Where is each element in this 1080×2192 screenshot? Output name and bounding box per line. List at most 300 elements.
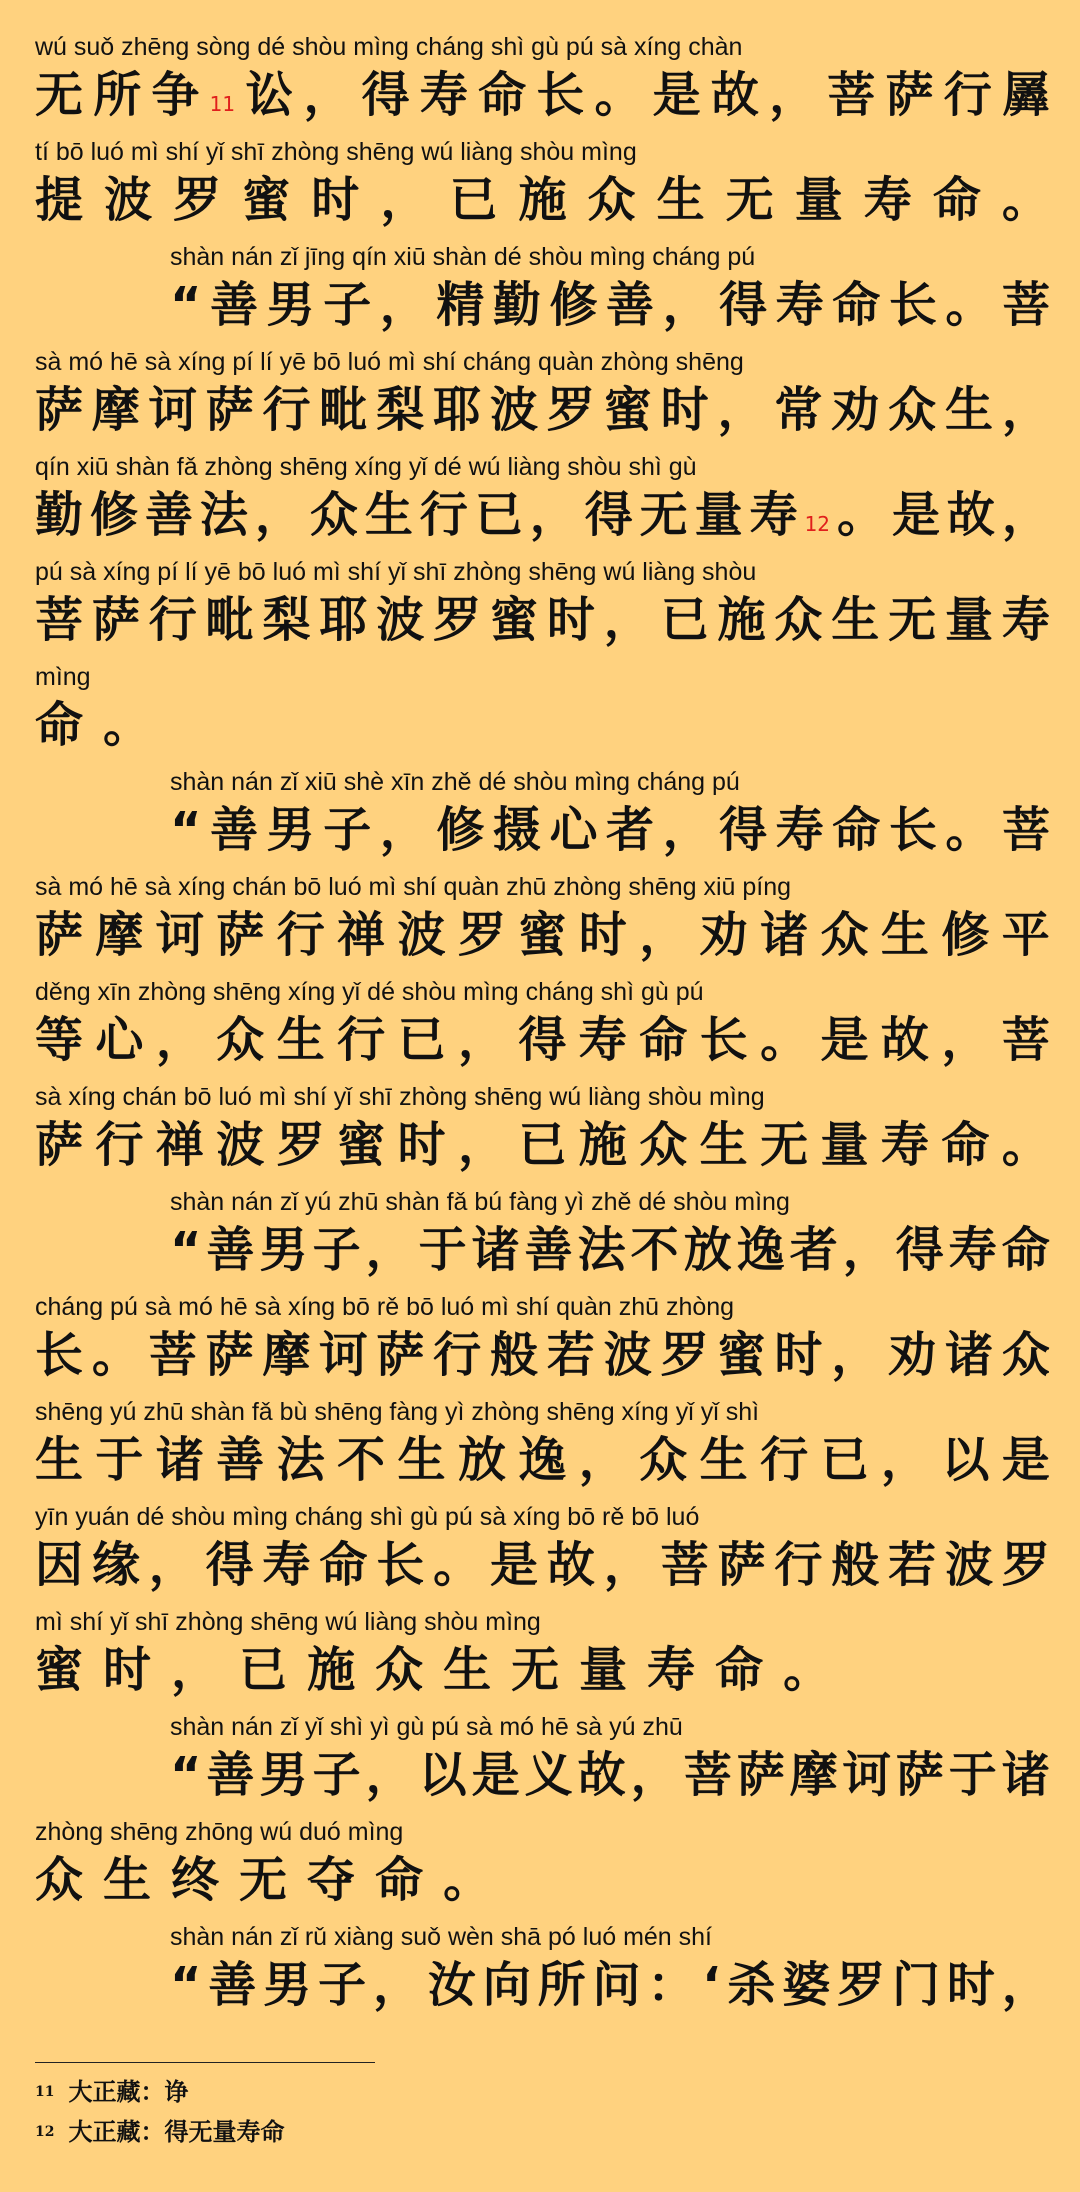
hanzi-text bbox=[35, 696, 1050, 754]
hanzi-char: 蜜 bbox=[717, 1327, 766, 1383]
hanzi-char: 修 bbox=[89, 487, 138, 543]
hanzi-char: 寿 bbox=[880, 1117, 929, 1173]
hanzi-char: 寿 bbox=[647, 1642, 696, 1698]
hanzi-char: ‘ bbox=[702, 1957, 721, 2013]
hanzi-char: 劝 bbox=[888, 1327, 937, 1383]
hanzi-char: ， bbox=[603, 1537, 652, 1593]
hanzi-char: 得 bbox=[584, 487, 633, 543]
hanzi-char: 萨 bbox=[35, 382, 84, 438]
hanzi-char: 。 bbox=[1001, 172, 1050, 228]
hanzi-char: 。 bbox=[945, 802, 994, 858]
hanzi-char: 萨 bbox=[205, 1327, 254, 1383]
hanzi-char: ， bbox=[457, 1012, 506, 1068]
text-line bbox=[170, 1185, 1050, 1281]
hanzi-char: 生 bbox=[699, 1432, 748, 1488]
hanzi-char: 毗 bbox=[205, 592, 254, 648]
hanzi-char: 汝 bbox=[427, 1957, 476, 2013]
hanzi-char: 得 bbox=[361, 67, 410, 123]
hanzi-char: 罗 bbox=[546, 382, 595, 438]
hanzi-char: 修 bbox=[549, 277, 598, 333]
text-line bbox=[35, 1080, 1050, 1176]
hanzi-char: 诃 bbox=[842, 1747, 891, 1803]
text-line bbox=[35, 555, 1050, 651]
hanzi-char: 所 bbox=[93, 67, 142, 123]
hanzi-char: “ bbox=[170, 277, 202, 333]
hanzi-char: 法 bbox=[577, 1222, 626, 1278]
hanzi-char: 善 bbox=[208, 1957, 257, 2013]
text-line bbox=[35, 1500, 1050, 1596]
hanzi-char: 众 bbox=[375, 1642, 424, 1698]
hanzi-char: 杀 bbox=[727, 1957, 776, 2013]
hanzi-char: ， bbox=[578, 1432, 627, 1488]
hanzi-char: 诸 bbox=[471, 1222, 520, 1278]
hanzi-char: 命 bbox=[478, 67, 527, 123]
hanzi-char: 众 bbox=[1001, 1327, 1050, 1383]
hanzi-char: 男 bbox=[266, 277, 315, 333]
hanzi-char: 命 bbox=[375, 1852, 424, 1908]
hanzi-char: 菩 bbox=[827, 67, 876, 123]
hanzi-text bbox=[35, 1641, 1050, 1699]
hanzi-char: 子 bbox=[312, 1222, 361, 1278]
text-line bbox=[170, 1920, 1050, 2016]
hanzi-char: 生 bbox=[880, 907, 929, 963]
hanzi-char: ， bbox=[303, 67, 352, 123]
hanzi-char: 众 bbox=[587, 172, 636, 228]
hanzi-char: 心 bbox=[95, 1012, 144, 1068]
hanzi-char: 生 bbox=[276, 1012, 325, 1068]
hanzi-char: 劝 bbox=[699, 907, 748, 963]
hanzi-char: 命 bbox=[932, 172, 981, 228]
hanzi-char: 时 bbox=[546, 592, 595, 648]
hanzi-char: 法 bbox=[199, 487, 248, 543]
hanzi-char: 已 bbox=[820, 1432, 869, 1488]
hanzi-char: 行 bbox=[148, 592, 197, 648]
hanzi-text bbox=[170, 1221, 1050, 1279]
hanzi-char: 罗 bbox=[433, 592, 482, 648]
hanzi-char: 诃 bbox=[148, 382, 197, 438]
pinyin-annotation: shàn nán zǐ jīng qín xiū shàn dé shòu mìng cháng pú bbox=[170, 243, 756, 271]
text-line bbox=[35, 345, 1050, 441]
hanzi-char: 命 bbox=[832, 277, 881, 333]
hanzi-char: 萨 bbox=[91, 592, 140, 648]
hanzi-char: 萨 bbox=[216, 907, 265, 963]
hanzi-char: 耶 bbox=[433, 382, 482, 438]
hanzi-char: 生 bbox=[945, 382, 994, 438]
hanzi-char: 子 bbox=[323, 802, 372, 858]
hanzi-char: 修 bbox=[436, 802, 485, 858]
hanzi-char: 逸 bbox=[736, 1222, 785, 1278]
hanzi-char: 放 bbox=[457, 1432, 506, 1488]
hanzi-char: 罗 bbox=[457, 907, 506, 963]
hanzi-text bbox=[35, 486, 1050, 544]
hanzi-char: 勤 bbox=[492, 277, 541, 333]
hanzi-char: 婆 bbox=[782, 1957, 831, 2013]
hanzi-char: 夺 bbox=[307, 1852, 356, 1908]
text-line bbox=[170, 1710, 1050, 1806]
hanzi-char: ， bbox=[662, 277, 711, 333]
pinyin-annotation: shàn nán zǐ yú zhū shàn fǎ bú fàng yì zhě dé shòu mìng bbox=[170, 1188, 790, 1216]
hanzi-char: 常 bbox=[774, 382, 823, 438]
hanzi-char: “ bbox=[170, 1957, 202, 2013]
footnote-number: 11 bbox=[35, 2084, 55, 2100]
hanzi-char: 男 bbox=[259, 1747, 308, 1803]
hanzi-char: 众 bbox=[35, 1852, 84, 1908]
hanzi-char: ， bbox=[529, 487, 578, 543]
hanzi-char: 问 bbox=[592, 1957, 641, 2013]
hanzi-char: 禅 bbox=[155, 1117, 204, 1173]
hanzi-char: 故 bbox=[710, 67, 759, 123]
hanzi-char: 波 bbox=[104, 172, 153, 228]
hanzi-char: 菩 bbox=[148, 1327, 197, 1383]
hanzi-char: 命 bbox=[35, 697, 84, 753]
hanzi-char: 波 bbox=[397, 907, 446, 963]
footnote-text: 大正藏：诤 bbox=[68, 2077, 189, 2106]
hanzi-char: 量 bbox=[694, 487, 743, 543]
hanzi-char: 提 bbox=[35, 172, 84, 228]
hanzi-char: 。 bbox=[783, 1642, 832, 1698]
hanzi-char: 摩 bbox=[91, 382, 140, 438]
hanzi-char: 无 bbox=[639, 487, 688, 543]
hanzi-char: 罗 bbox=[837, 1957, 886, 2013]
footnote-number: 12 bbox=[35, 2124, 55, 2140]
hanzi-char: 般 bbox=[490, 1327, 539, 1383]
hanzi-char: 生 bbox=[443, 1642, 492, 1698]
hanzi-char: 量 bbox=[579, 1642, 628, 1698]
hanzi-char: 行 bbox=[774, 1537, 823, 1593]
hanzi-char: 子 bbox=[312, 1747, 361, 1803]
hanzi-char: 众 bbox=[309, 487, 358, 543]
hanzi-char: 行 bbox=[433, 1327, 482, 1383]
hanzi-char: 菩 bbox=[35, 592, 84, 648]
hanzi-char: 施 bbox=[717, 592, 766, 648]
hanzi-char: 男 bbox=[259, 1222, 308, 1278]
hanzi-char: 行 bbox=[760, 1432, 809, 1488]
hanzi-char: 波 bbox=[945, 1537, 994, 1593]
hanzi-char: 是 bbox=[1001, 1432, 1050, 1488]
hanzi-char: 诸 bbox=[155, 1432, 204, 1488]
hanzi-char: 行 bbox=[95, 1117, 144, 1173]
hanzi-char: 罗 bbox=[1001, 1537, 1050, 1593]
hanzi-char: 摩 bbox=[262, 1327, 311, 1383]
hanzi-char: 善 bbox=[606, 277, 655, 333]
hanzi-char: ， bbox=[148, 1537, 197, 1593]
hanzi-char: 无 bbox=[239, 1852, 288, 1908]
hanzi-char: 男 bbox=[266, 802, 315, 858]
hanzi-char: 义 bbox=[524, 1747, 573, 1803]
hanzi-char: 平 bbox=[1001, 907, 1050, 963]
hanzi-char: ， bbox=[662, 802, 711, 858]
pinyin-annotation: pú sà xíng pí lí yē bō luó mì shí yǐ shī zhòng shēng wú liàng shòu bbox=[35, 558, 757, 586]
hanzi-char: 无 bbox=[760, 1117, 809, 1173]
hanzi-text bbox=[170, 1956, 1050, 2014]
hanzi-char: 是 bbox=[820, 1012, 869, 1068]
hanzi-char: 故 bbox=[577, 1747, 626, 1803]
hanzi-char: 命 bbox=[319, 1537, 368, 1593]
hanzi-char: 萨 bbox=[885, 67, 934, 123]
hanzi-char: 善 bbox=[144, 487, 193, 543]
hanzi-char: 蜜 bbox=[242, 172, 291, 228]
hanzi-char: 生 bbox=[831, 592, 880, 648]
hanzi-char: 毗 bbox=[319, 382, 368, 438]
hanzi-char: 罗 bbox=[173, 172, 222, 228]
hanzi-char: 寿 bbox=[948, 1222, 997, 1278]
hanzi-char: 故 bbox=[546, 1537, 595, 1593]
hanzi-char: 是 bbox=[652, 67, 701, 123]
hanzi-char: 子 bbox=[318, 1957, 367, 2013]
hanzi-char: 故 bbox=[880, 1012, 929, 1068]
hanzi-char: 蜜 bbox=[518, 907, 567, 963]
hanzi-char: 善 bbox=[206, 1222, 255, 1278]
hanzi-char: 蜜 bbox=[603, 382, 652, 438]
hanzi-char: 施 bbox=[307, 1642, 356, 1698]
hanzi-char: 讼 bbox=[245, 67, 294, 123]
hanzi-char: 已 bbox=[239, 1642, 288, 1698]
hanzi-char: ， bbox=[1001, 487, 1050, 543]
hanzi-char: 时 bbox=[103, 1642, 152, 1698]
pinyin-annotation: sà mó hē sà xíng chán bō luó mì shí quàn zhū zhòng shēng xiū píng bbox=[35, 873, 792, 901]
hanzi-char: 行 bbox=[262, 382, 311, 438]
hanzi-char: 。 bbox=[443, 1852, 492, 1908]
hanzi-char: 争 bbox=[151, 67, 200, 123]
hanzi-char: ， bbox=[717, 382, 766, 438]
text-line bbox=[35, 1605, 1050, 1701]
footnote bbox=[35, 2075, 188, 2109]
hanzi-char: 命 bbox=[715, 1642, 764, 1698]
text-line bbox=[35, 30, 1050, 126]
hanzi-char: 萨 bbox=[205, 382, 254, 438]
pinyin-annotation: děng xīn zhòng shēng xíng yǐ dé shòu mìng cháng shì gù pú bbox=[35, 978, 704, 1006]
hanzi-char: ， bbox=[380, 172, 429, 228]
hanzi-char: 放 bbox=[683, 1222, 732, 1278]
hanzi-char: 时 bbox=[946, 1957, 995, 2013]
hanzi-char: ， bbox=[457, 1117, 506, 1173]
hanzi-char: 寿 bbox=[863, 172, 912, 228]
text-line bbox=[35, 135, 1050, 231]
text-line bbox=[170, 240, 1050, 336]
hanzi-char: 。 bbox=[1001, 1117, 1050, 1173]
hanzi-char: ， bbox=[1001, 1957, 1050, 2013]
hanzi-char: 得 bbox=[518, 1012, 567, 1068]
hanzi-char: 波 bbox=[603, 1327, 652, 1383]
hanzi-char: 蜜 bbox=[35, 1642, 84, 1698]
hanzi-text bbox=[35, 591, 1050, 649]
hanzi-char: 终 bbox=[171, 1852, 220, 1908]
text-line bbox=[35, 975, 1050, 1071]
hanzi-char: 罗 bbox=[276, 1117, 325, 1173]
hanzi-char: 寿 bbox=[749, 487, 798, 543]
hanzi-char: 摄 bbox=[492, 802, 541, 858]
hanzi-char: 命 bbox=[941, 1117, 990, 1173]
hanzi-char: 故 bbox=[946, 487, 995, 543]
hanzi-char: ， bbox=[639, 907, 688, 963]
hanzi-char: 萨 bbox=[895, 1747, 944, 1803]
hanzi-char: ， bbox=[831, 1327, 880, 1383]
hanzi-char: 诃 bbox=[319, 1327, 368, 1383]
hanzi-char: 蜜 bbox=[337, 1117, 386, 1173]
hanzi-text bbox=[35, 1851, 1050, 1909]
hanzi-char: 般 bbox=[831, 1537, 880, 1593]
hanzi-char: 。 bbox=[836, 487, 885, 543]
hanzi-char: 诃 bbox=[155, 907, 204, 963]
hanzi-text bbox=[35, 906, 1050, 964]
hanzi-char: 寿 bbox=[578, 1012, 627, 1068]
hanzi-char: 者 bbox=[789, 1222, 838, 1278]
pinyin-annotation: wú suǒ zhēng sòng dé shòu mìng cháng shì gù pú sà xíng chàn bbox=[35, 33, 743, 61]
hanzi-char: “ bbox=[170, 1747, 202, 1803]
hanzi-char: 若 bbox=[888, 1537, 937, 1593]
pinyin-annotation: sà xíng chán bō luó mì shí yǐ shī zhòng shēng wú liàng shòu mìng bbox=[35, 1083, 765, 1111]
hanzi-char: ， bbox=[603, 592, 652, 648]
hanzi-char: 劝 bbox=[831, 382, 880, 438]
text-line bbox=[35, 450, 1050, 546]
hanzi-char: 因 bbox=[35, 1537, 84, 1593]
hanzi-char: 若 bbox=[546, 1327, 595, 1383]
pinyin-annotation: zhòng shēng zhōng wú duó mìng bbox=[35, 1818, 404, 1846]
pinyin-annotation: mì shí yǐ shī zhòng shēng wú liàng shòu mìng bbox=[35, 1608, 541, 1636]
hanzi-char: 波 bbox=[490, 382, 539, 438]
hanzi-char: 无 bbox=[35, 67, 84, 123]
hanzi-char: ： bbox=[647, 1957, 696, 2013]
hanzi-char: “ bbox=[170, 1222, 202, 1278]
hanzi-char: 长 bbox=[536, 67, 585, 123]
hanzi-char: 长 bbox=[35, 1327, 84, 1383]
hanzi-char: 长 bbox=[699, 1012, 748, 1068]
hanzi-char: 寿 bbox=[419, 67, 468, 123]
hanzi-char: 生 bbox=[699, 1117, 748, 1173]
pinyin-annotation: tí bō luó mì shí yǐ shī zhòng shēng wú liàng shòu mìng bbox=[35, 138, 637, 166]
hanzi-char: 寿 bbox=[775, 802, 824, 858]
hanzi-char: 命 bbox=[832, 802, 881, 858]
pinyin-annotation: shàn nán zǐ yǐ shì yì gù pú sà mó hē sà yú zhū bbox=[170, 1713, 683, 1741]
text-line bbox=[35, 1290, 1050, 1386]
hanzi-char: 无 bbox=[725, 172, 774, 228]
hanzi-char: 行 bbox=[943, 67, 992, 123]
hanzi-char: 不 bbox=[337, 1432, 386, 1488]
hanzi-char: 施 bbox=[578, 1117, 627, 1173]
hanzi-char: 波 bbox=[376, 592, 425, 648]
hanzi-char: 萨 bbox=[35, 907, 84, 963]
hanzi-char: 勤 bbox=[35, 487, 84, 543]
hanzi-char: ， bbox=[155, 1012, 204, 1068]
hanzi-char: 者 bbox=[606, 802, 655, 858]
hanzi-char: 不 bbox=[630, 1222, 679, 1278]
hanzi-char: 命 bbox=[639, 1012, 688, 1068]
text-line bbox=[35, 1395, 1050, 1491]
hanzi-char: 梨 bbox=[262, 592, 311, 648]
hanzi-char: ， bbox=[630, 1747, 679, 1803]
hanzi-char: 缘 bbox=[91, 1537, 140, 1593]
hanzi-char: 菩 bbox=[1001, 277, 1050, 333]
hanzi-char: ， bbox=[254, 487, 303, 543]
hanzi-char: 长 bbox=[888, 277, 937, 333]
hanzi-char: 子 bbox=[323, 277, 372, 333]
hanzi-char: 无 bbox=[511, 1642, 560, 1698]
hanzi-char: 得 bbox=[895, 1222, 944, 1278]
footnote-text: 大正藏：得无量寿命 bbox=[68, 2117, 285, 2146]
hanzi-char: 梨 bbox=[376, 382, 425, 438]
hanzi-char: 禅 bbox=[337, 907, 386, 963]
hanzi-char: 时 bbox=[397, 1117, 446, 1173]
text-line bbox=[35, 1815, 1050, 1911]
hanzi-char: 善 bbox=[210, 802, 259, 858]
hanzi-char: 摩 bbox=[789, 1747, 838, 1803]
hanzi-char: 得 bbox=[719, 277, 768, 333]
hanzi-char: 逸 bbox=[518, 1432, 567, 1488]
hanzi-char: 众 bbox=[774, 592, 823, 648]
hanzi-char: 菩 bbox=[1001, 802, 1050, 858]
hanzi-char: ， bbox=[769, 67, 818, 123]
hanzi-char: ， bbox=[373, 1957, 422, 2013]
hanzi-text bbox=[35, 1011, 1050, 1069]
pinyin-annotation: shēng yú zhū shàn fǎ bù shēng fàng yì zhòng shēng xíng yǐ yǐ shì bbox=[35, 1398, 760, 1426]
hanzi-char: “ bbox=[170, 802, 202, 858]
hanzi-char: 时 bbox=[578, 907, 627, 963]
hanzi-char: ， bbox=[379, 802, 428, 858]
hanzi-char: 于 bbox=[948, 1747, 997, 1803]
hanzi-char: 于 bbox=[95, 1432, 144, 1488]
hanzi-char: 是 bbox=[471, 1747, 520, 1803]
text-line bbox=[170, 765, 1050, 861]
hanzi-char: 。 bbox=[594, 67, 643, 123]
hanzi-char: ， bbox=[379, 277, 428, 333]
hanzi-text bbox=[35, 171, 1050, 229]
hanzi-text bbox=[170, 1746, 1050, 1804]
hanzi-char: 。 bbox=[945, 277, 994, 333]
hanzi-text bbox=[170, 276, 1050, 334]
hanzi-char: 男 bbox=[263, 1957, 312, 2013]
hanzi-char: 已 bbox=[397, 1012, 446, 1068]
hanzi-char: 生 bbox=[103, 1852, 152, 1908]
pinyin-annotation: shàn nán zǐ xiū shè xīn zhě dé shòu mìng cháng pú bbox=[170, 768, 740, 796]
hanzi-char: 已 bbox=[660, 592, 709, 648]
hanzi-text bbox=[35, 1116, 1050, 1174]
hanzi-char: 量 bbox=[945, 592, 994, 648]
hanzi-char: ， bbox=[842, 1222, 891, 1278]
hanzi-text bbox=[35, 66, 1050, 124]
hanzi-char: 施 bbox=[518, 172, 567, 228]
footnote bbox=[35, 2115, 284, 2149]
pinyin-annotation: sà mó hē sà xíng pí lí yē bō luó mì shí cháng quàn zhòng shēng bbox=[35, 348, 744, 376]
hanzi-text bbox=[35, 1431, 1050, 1489]
hanzi-char: ， bbox=[880, 1432, 929, 1488]
footnote-marker[interactable]: 11 bbox=[209, 92, 236, 116]
hanzi-char: 蜜 bbox=[490, 592, 539, 648]
hanzi-char: 善 bbox=[216, 1432, 265, 1488]
hanzi-char: 。 bbox=[760, 1012, 809, 1068]
hanzi-char: 向 bbox=[482, 1957, 531, 2013]
hanzi-char: 善 bbox=[210, 277, 259, 333]
hanzi-char: 行 bbox=[276, 907, 325, 963]
hanzi-char: 已 bbox=[449, 172, 498, 228]
hanzi-char: 众 bbox=[820, 907, 869, 963]
hanzi-char: 众 bbox=[639, 1117, 688, 1173]
hanzi-text bbox=[35, 1326, 1050, 1384]
footnote-marker[interactable]: 12 bbox=[804, 512, 831, 536]
hanzi-char: 寿 bbox=[775, 277, 824, 333]
hanzi-char: 诸 bbox=[945, 1327, 994, 1383]
hanzi-char: 生 bbox=[35, 1432, 84, 1488]
hanzi-char: 是 bbox=[490, 1537, 539, 1593]
hanzi-char: 得 bbox=[719, 802, 768, 858]
hanzi-char: 众 bbox=[639, 1432, 688, 1488]
hanzi-char: 修 bbox=[941, 907, 990, 963]
hanzi-char: 波 bbox=[216, 1117, 265, 1173]
hanzi-char: 得 bbox=[205, 1537, 254, 1593]
hanzi-char: 以 bbox=[418, 1747, 467, 1803]
hanzi-char: 所 bbox=[537, 1957, 586, 2013]
hanzi-char: 已 bbox=[518, 1117, 567, 1173]
hanzi-char: 摩 bbox=[95, 907, 144, 963]
